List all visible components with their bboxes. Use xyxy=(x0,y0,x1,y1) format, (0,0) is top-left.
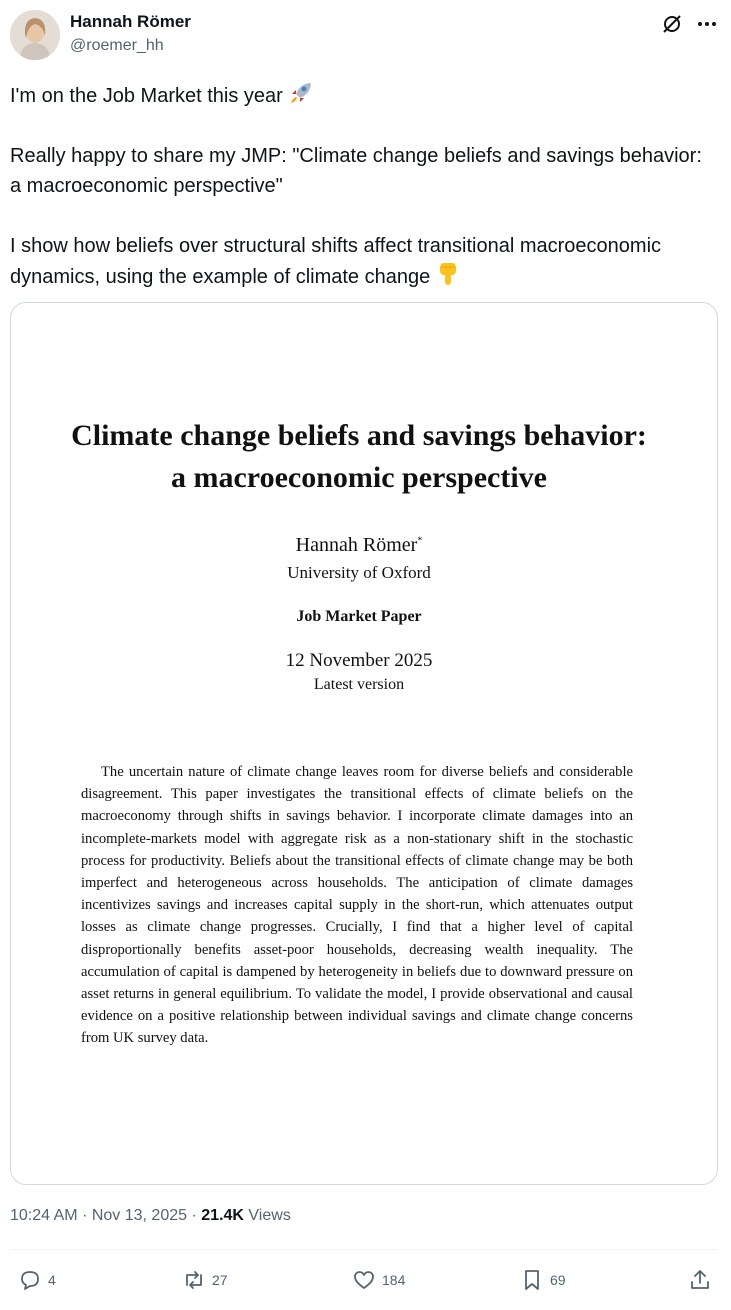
avatar-image xyxy=(10,10,60,60)
author-name[interactable]: Hannah Römer xyxy=(70,12,191,31)
repost-count: 27 xyxy=(212,1272,228,1288)
share-button[interactable] xyxy=(688,1267,712,1293)
like-count: 184 xyxy=(382,1272,406,1288)
author-handle[interactable]: @roemer_hh xyxy=(70,37,164,54)
media-attachment[interactable] xyxy=(10,302,718,1185)
divider xyxy=(10,1249,716,1250)
paper-author: Hannah Römer* xyxy=(295,534,423,556)
paper-institution: University of Oxford xyxy=(287,563,431,582)
tweet-text xyxy=(10,80,715,292)
heart-icon xyxy=(352,1268,376,1292)
reply-count: 4 xyxy=(48,1272,56,1288)
repost-button[interactable] xyxy=(182,1267,228,1293)
avatar[interactable] xyxy=(10,10,60,60)
reply-button[interactable] xyxy=(18,1267,56,1293)
tweet-timestamp: 10:24 AM · Nov 13, 2025 · 21.4K Views xyxy=(10,1207,291,1224)
bookmark-icon xyxy=(520,1268,544,1292)
reply-icon xyxy=(18,1268,42,1292)
tweet-line-3: I show how beliefs over structural shifts affect transitional macroeconomic dynamics, using the example of climate change xyxy=(10,235,662,288)
paper-date: 12 November 2025 xyxy=(285,650,433,671)
bookmark-count: 69 xyxy=(550,1272,566,1288)
repost-icon xyxy=(182,1268,206,1292)
rocket-icon xyxy=(288,80,314,106)
paper-type: Job Market Paper xyxy=(296,608,422,625)
paper-version: Latest version xyxy=(313,676,405,693)
like-button[interactable] xyxy=(352,1267,405,1293)
tweet-line-1: I'm on the Job Market this year xyxy=(10,80,715,111)
tweet-line-2: Really happy to share my JMP: "Climate change beliefs and savings behavior: a macroeconomic perspective" xyxy=(10,145,702,197)
tweet-header xyxy=(0,0,731,70)
grok-icon[interactable] xyxy=(660,12,684,36)
share-icon xyxy=(688,1268,712,1292)
paper-title: Climate change beliefs and savings behavior: a macroeconomic perspective xyxy=(71,419,647,494)
more-options-icon[interactable] xyxy=(695,12,719,36)
pointing-down-icon xyxy=(436,261,460,287)
paper-abstract: The uncertain nature of climate change leaves room for diverse beliefs and considerable disagreement. This paper investigates the transitional effects of climate beliefs on the macroeconomy through shifts in savings behavior. I incorporate climate damages into an incomplete-markets model with aggregate risk as a non-stationary shift in the stochastic process for productivity. Beliefs about the transitional effects of climate change may be both imperfect and heterogeneous across households. The anticipation of climate damages incentivizes savings and increases capital supply in the short-run, which attenuates output losses as climate change progresses. Crucially, I find that a higher level of capital disproportionally benefits asset-poor households, decreasing wealth inequality. The accumulation of capital is dampened by heterogeneity in beliefs due to downward pressure on asset returns in general equilibrium. To validate the model, I provide observational and causal evidence on a positive relationship between individual savings and climate change concerns from UK survey data. xyxy=(81,764,633,1047)
bookmark-button[interactable] xyxy=(520,1267,566,1293)
paper-title-page xyxy=(11,303,717,1184)
